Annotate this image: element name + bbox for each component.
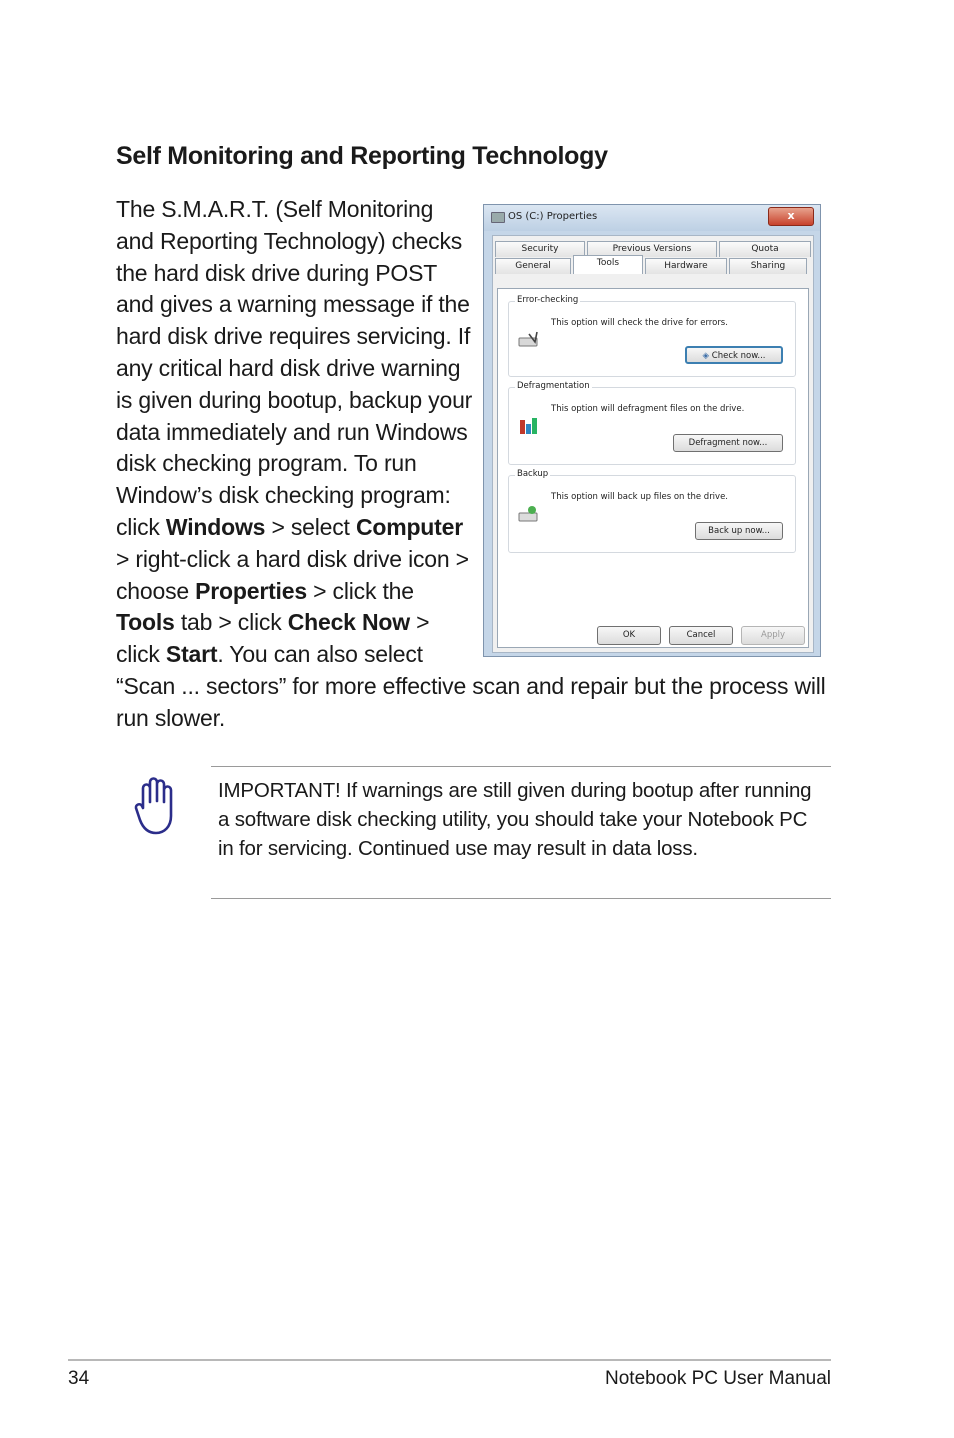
ui-term: Check Now (287, 609, 410, 636)
dialog-panel (492, 235, 814, 653)
tab-hardware[interactable]: Hardware (645, 258, 727, 274)
tab-tools[interactable]: Tools (573, 255, 643, 274)
footer-rule (68, 1359, 831, 1361)
defrag-icon (517, 416, 541, 436)
ui-term: Properties (195, 577, 307, 604)
page-number: 34 (68, 1368, 90, 1389)
tab-quota[interactable]: Quota (719, 241, 811, 257)
apply-button[interactable]: Apply (741, 626, 805, 645)
error-checking-group (508, 295, 796, 377)
ui-term: Windows (165, 513, 266, 540)
paragraph-run: tab > click (174, 609, 288, 636)
ui-term: Computer (355, 513, 463, 540)
paragraph-run: > click (116, 609, 430, 668)
tab-general[interactable]: General (495, 258, 571, 274)
important-note-text: IMPORTANT! If warnings are still given during bootup after running a software disk checking utility, you should take your Notebook PC in for servicing. Continued use may result in data loss. (218, 779, 812, 860)
note-bottom-rule (211, 898, 831, 899)
close-button[interactable]: x (768, 207, 814, 226)
note-top-rule (211, 766, 831, 767)
backup-label: Backup (517, 469, 549, 479)
shield-icon: ◈ (702, 351, 710, 361)
drive-check-icon (517, 330, 541, 350)
manual-title: Notebook PC User Manual (605, 1368, 831, 1389)
tab-sharing[interactable]: Sharing (729, 258, 807, 274)
error-checking-description: This option will check the drive for errors. (551, 318, 728, 328)
ok-button[interactable]: OK (597, 626, 661, 645)
defragmentation-label: Defragmentation (517, 381, 590, 391)
backup-group (508, 469, 796, 553)
dialog-title: OS (C:) Properties (508, 211, 598, 222)
paragraph-run: > select (265, 513, 356, 540)
defragmentation-description: This option will defragment files on the drive. (551, 404, 745, 414)
properties-dialog-screenshot (483, 204, 821, 657)
paragraph-run: > click the (306, 577, 414, 604)
drive-icon (491, 212, 505, 223)
check-now-button[interactable] (685, 346, 783, 364)
dialog-titlebar (484, 205, 820, 231)
paragraph-run: The S.M.A.R.T. (Self Monitoring and Reporting Technology) checks the hard disk drive during POST and gives a warning message if the hard disk drive requires servicing. If any critical hard disk drive warning is given during bootup, backup your data immediately and run Windows disk checking program. To run Window’s disk checking program: click (116, 196, 473, 540)
hand-icon (133, 774, 181, 836)
tab-previous-versions[interactable]: Previous Versions (587, 241, 717, 257)
ui-term: Start (165, 641, 218, 668)
tab-row-front (495, 258, 809, 274)
paragraph-run: . You can also select “Scan ... sectors” for more effective scan and repair but the process will run slower. (116, 641, 826, 731)
backup-icon (517, 504, 541, 524)
defragmentation-group (508, 381, 796, 465)
section-heading: Self Monitoring and Reporting Technology (116, 142, 608, 170)
tab-security[interactable]: Security (495, 241, 585, 257)
cancel-button[interactable]: Cancel (669, 626, 733, 645)
error-checking-label: Error-checking (517, 295, 579, 305)
back-up-now-button[interactable]: Back up now... (695, 522, 783, 540)
tools-tab-content (497, 288, 809, 648)
check-now-label: Check now... (711, 351, 766, 361)
paragraph-run: > right-click a hard disk drive icon > choose (116, 545, 469, 604)
defragment-now-button[interactable]: Defragment now... (673, 434, 783, 452)
tab-row-back (495, 241, 813, 257)
ui-term: Tools (116, 609, 175, 636)
backup-description: This option will back up files on the drive. (551, 492, 729, 502)
